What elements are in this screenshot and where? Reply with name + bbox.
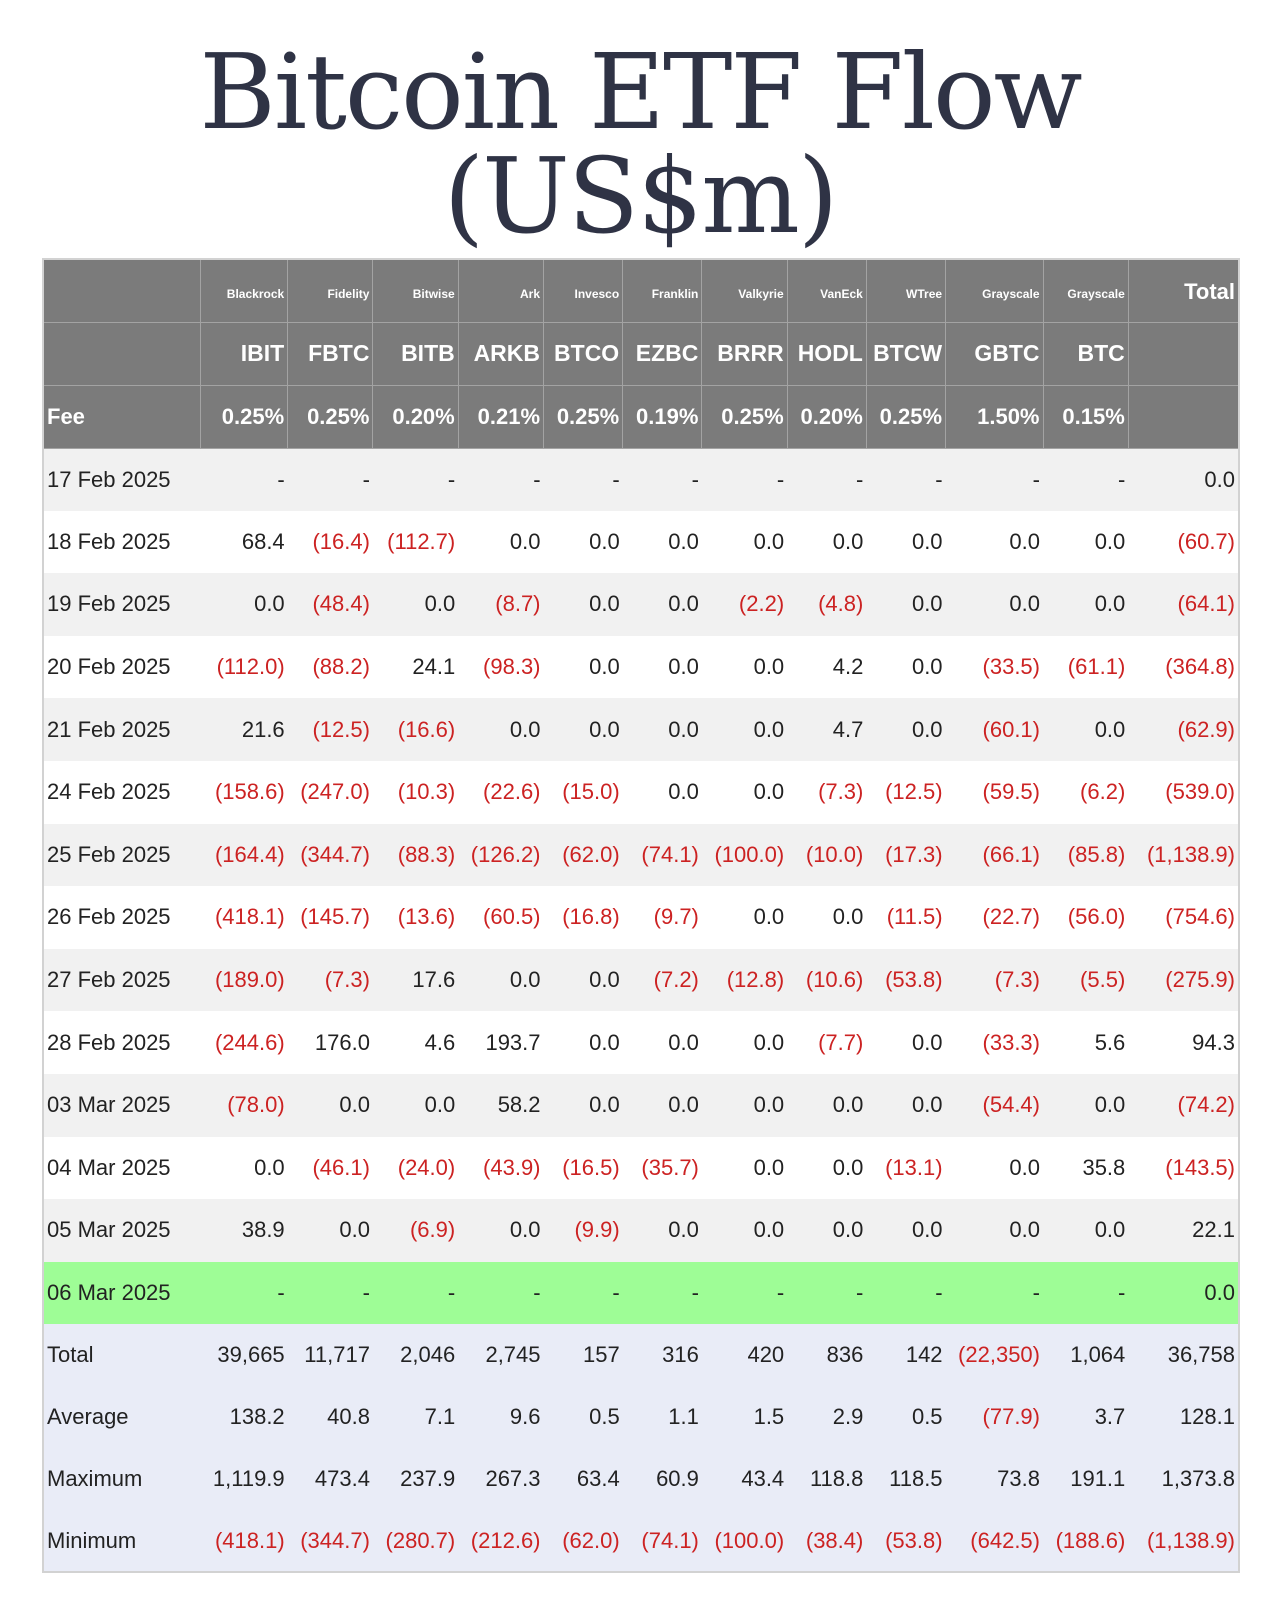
flow-cell: - xyxy=(1043,448,1128,511)
flow-cell: 0.0 xyxy=(544,949,623,1012)
summary-cell: (62.0) xyxy=(544,1510,623,1572)
summary-cell: 473.4 xyxy=(288,1448,373,1510)
flow-cell: 0.0 xyxy=(866,573,945,636)
ticker-header: BTCO xyxy=(544,322,623,385)
table-row xyxy=(43,1074,1239,1137)
flow-cell: 0.0 xyxy=(866,1011,945,1074)
flow-cell: (9.7) xyxy=(623,886,702,949)
summary-cell: 36,758 xyxy=(1128,1324,1239,1386)
row-date: 17 Feb 2025 xyxy=(43,448,200,511)
row-total-cell: 0.0 xyxy=(1128,1262,1239,1325)
summary-cell: 316 xyxy=(623,1324,702,1386)
flow-cell: 0.0 xyxy=(544,636,623,699)
flow-cell: (53.8) xyxy=(866,949,945,1012)
row-date: 28 Feb 2025 xyxy=(43,1011,200,1074)
summary-cell: 0.5 xyxy=(544,1386,623,1448)
flow-cell: (16.8) xyxy=(544,886,623,949)
flow-cell: 0.0 xyxy=(200,573,287,636)
table-row xyxy=(43,761,1239,824)
issuer-header: VanEck xyxy=(787,259,866,322)
flow-cell: (6.2) xyxy=(1043,761,1128,824)
ticker-header: FBTC xyxy=(288,322,373,385)
flow-cell: (48.4) xyxy=(288,573,373,636)
daily-flow-rows xyxy=(43,448,1239,1324)
flow-cell: 0.0 xyxy=(702,1011,787,1074)
table-row xyxy=(43,886,1239,949)
summary-cell: 7.1 xyxy=(373,1386,458,1448)
flow-cell: (22.7) xyxy=(946,886,1043,949)
issuer-header: WTree xyxy=(866,259,945,322)
row-total-cell: 0.0 xyxy=(1128,448,1239,511)
table-row xyxy=(43,1199,1239,1262)
flow-cell: 0.0 xyxy=(623,573,702,636)
summary-cell: 138.2 xyxy=(200,1386,287,1448)
summary-cell: 836 xyxy=(787,1324,866,1386)
summary-cell: 63.4 xyxy=(544,1448,623,1510)
flow-cell: - xyxy=(288,1262,373,1325)
flow-cell: 0.0 xyxy=(702,1074,787,1137)
summary-cell: 157 xyxy=(544,1324,623,1386)
flow-cell: (100.0) xyxy=(702,824,787,887)
summary-cell: 267.3 xyxy=(458,1448,543,1510)
flow-cell: 0.0 xyxy=(623,636,702,699)
flow-cell: (61.1) xyxy=(1043,636,1128,699)
summary-rows xyxy=(43,1324,1239,1572)
flow-cell: (78.0) xyxy=(200,1074,287,1137)
flow-cell: 0.0 xyxy=(787,511,866,574)
flow-cell: 0.0 xyxy=(373,1074,458,1137)
fee-value: 0.20% xyxy=(787,385,866,448)
flow-cell: (12.5) xyxy=(866,761,945,824)
summary-cell: 11,717 xyxy=(288,1324,373,1386)
summary-cell: 9.6 xyxy=(458,1386,543,1448)
flow-cell: (126.2) xyxy=(458,824,543,887)
issuer-header: Blackrock xyxy=(200,259,287,322)
summary-cell: 420 xyxy=(702,1324,787,1386)
flow-cell: 38.9 xyxy=(200,1199,287,1262)
flow-cell: 35.8 xyxy=(1043,1137,1128,1200)
flow-cell: (2.2) xyxy=(702,573,787,636)
table-row xyxy=(43,824,1239,887)
flow-cell: - xyxy=(373,1262,458,1325)
flow-cell: 0.0 xyxy=(458,949,543,1012)
issuer-header: Franklin xyxy=(623,259,702,322)
flow-cell: (10.6) xyxy=(787,949,866,1012)
flow-cell: (4.8) xyxy=(787,573,866,636)
flow-cell: (46.1) xyxy=(288,1137,373,1200)
row-date: 27 Feb 2025 xyxy=(43,949,200,1012)
flow-cell: 17.6 xyxy=(373,949,458,1012)
row-date: 04 Mar 2025 xyxy=(43,1137,200,1200)
flow-cell: - xyxy=(544,1262,623,1325)
flow-cell: (13.1) xyxy=(866,1137,945,1200)
flow-cell: 4.7 xyxy=(787,698,866,761)
flow-cell: (7.7) xyxy=(787,1011,866,1074)
flow-cell: (66.1) xyxy=(946,824,1043,887)
table-row xyxy=(43,573,1239,636)
issuer-header: Valkyrie xyxy=(702,259,787,322)
flow-cell: (22.6) xyxy=(458,761,543,824)
row-total-cell: (1,138.9) xyxy=(1128,824,1239,887)
ticker-header: BTCW xyxy=(866,322,945,385)
flow-cell: (158.6) xyxy=(200,761,287,824)
table-row-current xyxy=(43,1262,1239,1325)
flow-cell: - xyxy=(702,448,787,511)
summary-cell: (418.1) xyxy=(200,1510,287,1572)
flow-cell: 0.0 xyxy=(544,573,623,636)
ticker-header: BRRR xyxy=(702,322,787,385)
header-corner xyxy=(43,259,200,322)
flow-cell: 21.6 xyxy=(200,698,287,761)
table-row xyxy=(43,949,1239,1012)
summary-cell: (212.6) xyxy=(458,1510,543,1572)
row-date: 03 Mar 2025 xyxy=(43,1074,200,1137)
flow-cell: 0.0 xyxy=(458,511,543,574)
summary-cell: 142 xyxy=(866,1324,945,1386)
row-total-cell: (74.2) xyxy=(1128,1074,1239,1137)
flow-cell: 0.0 xyxy=(946,573,1043,636)
row-date: 18 Feb 2025 xyxy=(43,511,200,574)
summary-label: Maximum xyxy=(43,1448,200,1510)
summary-cell: 1.5 xyxy=(702,1386,787,1448)
summary-label: Minimum xyxy=(43,1510,200,1572)
flow-cell: 24.1 xyxy=(373,636,458,699)
flow-cell: 0.0 xyxy=(623,1074,702,1137)
flow-cell: (10.0) xyxy=(787,824,866,887)
flow-cell: (35.7) xyxy=(623,1137,702,1200)
flow-cell: 0.0 xyxy=(1043,573,1128,636)
flow-cell: (112.0) xyxy=(200,636,287,699)
summary-cell: 43.4 xyxy=(702,1448,787,1510)
row-date: 26 Feb 2025 xyxy=(43,886,200,949)
summary-cell: (22,350) xyxy=(946,1324,1043,1386)
flow-cell: 0.0 xyxy=(623,1199,702,1262)
issuer-header: Ark xyxy=(458,259,543,322)
flow-cell: 0.0 xyxy=(702,1137,787,1200)
fee-value: 0.20% xyxy=(373,385,458,448)
ticker-header: EZBC xyxy=(623,322,702,385)
summary-cell: (188.6) xyxy=(1043,1510,1128,1572)
row-total-cell: (275.9) xyxy=(1128,949,1239,1012)
flow-cell: 0.0 xyxy=(946,1199,1043,1262)
summary-label: Average xyxy=(43,1386,200,1448)
flow-cell: - xyxy=(623,448,702,511)
table-row xyxy=(43,698,1239,761)
flow-cell: - xyxy=(946,448,1043,511)
flow-cell: (98.3) xyxy=(458,636,543,699)
flow-cell: - xyxy=(866,448,945,511)
flow-cell: - xyxy=(544,448,623,511)
flow-cell: (12.8) xyxy=(702,949,787,1012)
row-total-cell: 94.3 xyxy=(1128,1011,1239,1074)
flow-cell: (43.9) xyxy=(458,1137,543,1200)
flow-cell: 68.4 xyxy=(200,511,287,574)
table-row xyxy=(43,1011,1239,1074)
issuer-header: Bitwise xyxy=(373,259,458,322)
flow-cell: (60.1) xyxy=(946,698,1043,761)
flow-cell: (56.0) xyxy=(1043,886,1128,949)
summary-row-maximum xyxy=(43,1448,1239,1510)
summary-row-minimum xyxy=(43,1510,1239,1572)
summary-label: Total xyxy=(43,1324,200,1386)
summary-cell: 40.8 xyxy=(288,1386,373,1448)
flow-cell: (62.0) xyxy=(544,824,623,887)
flow-cell: 0.0 xyxy=(702,761,787,824)
flow-cell: - xyxy=(200,1262,287,1325)
flow-cell: 0.0 xyxy=(373,573,458,636)
flow-cell: 0.0 xyxy=(544,1011,623,1074)
issuer-header: Fidelity xyxy=(288,259,373,322)
flow-cell: 0.0 xyxy=(702,511,787,574)
row-date: 19 Feb 2025 xyxy=(43,573,200,636)
flow-cell: 0.0 xyxy=(288,1074,373,1137)
flow-cell: (88.3) xyxy=(373,824,458,887)
row-date: 25 Feb 2025 xyxy=(43,824,200,887)
summary-row-total xyxy=(43,1324,1239,1386)
flow-cell: (8.7) xyxy=(458,573,543,636)
flow-cell: 0.0 xyxy=(866,636,945,699)
summary-cell: (74.1) xyxy=(623,1510,702,1572)
flow-cell: 5.6 xyxy=(1043,1011,1128,1074)
flow-cell: (247.0) xyxy=(288,761,373,824)
flow-cell: 0.0 xyxy=(1043,698,1128,761)
row-date: 24 Feb 2025 xyxy=(43,761,200,824)
header-blank xyxy=(1128,322,1239,385)
summary-cell: 1,064 xyxy=(1043,1324,1128,1386)
flow-cell: (13.6) xyxy=(373,886,458,949)
flow-cell: - xyxy=(946,1262,1043,1325)
flow-cell: 0.0 xyxy=(787,1074,866,1137)
flow-cell: (244.6) xyxy=(200,1011,287,1074)
flow-cell: 176.0 xyxy=(288,1011,373,1074)
fee-value: 0.25% xyxy=(702,385,787,448)
summary-cell: 0.5 xyxy=(866,1386,945,1448)
flow-cell: (16.5) xyxy=(544,1137,623,1200)
flow-cell: 0.0 xyxy=(866,1199,945,1262)
fee-header-row xyxy=(43,385,1239,448)
flow-cell: 0.0 xyxy=(866,698,945,761)
flow-cell: (6.9) xyxy=(373,1199,458,1262)
row-total-cell: (62.9) xyxy=(1128,698,1239,761)
flow-cell: 0.0 xyxy=(866,1074,945,1137)
flow-cell: - xyxy=(288,448,373,511)
flow-cell: (17.3) xyxy=(866,824,945,887)
ticker-header: BITB xyxy=(373,322,458,385)
fee-value: 0.25% xyxy=(544,385,623,448)
page-title: Bitcoin ETF Flow (US$m) xyxy=(199,31,1081,257)
ticker-header: HODL xyxy=(787,322,866,385)
summary-cell: 3.7 xyxy=(1043,1386,1128,1448)
flow-cell: 0.0 xyxy=(623,1011,702,1074)
summary-cell: 1,119.9 xyxy=(200,1448,287,1510)
flow-cell: - xyxy=(787,1262,866,1325)
flow-cell: 193.7 xyxy=(458,1011,543,1074)
flow-cell: 0.0 xyxy=(1043,1074,1128,1137)
flow-cell: 0.0 xyxy=(458,698,543,761)
summary-cell: 191.1 xyxy=(1043,1448,1128,1510)
ticker-header: IBIT xyxy=(200,322,287,385)
flow-cell: 0.0 xyxy=(288,1199,373,1262)
flow-cell: (12.5) xyxy=(288,698,373,761)
flow-cell: 0.0 xyxy=(787,886,866,949)
flow-cell: (88.2) xyxy=(288,636,373,699)
row-total-cell: (60.7) xyxy=(1128,511,1239,574)
flow-cell: 0.0 xyxy=(623,511,702,574)
flow-cell: - xyxy=(458,1262,543,1325)
flow-cell: (112.7) xyxy=(373,511,458,574)
fee-label: Fee xyxy=(43,385,200,448)
table-row xyxy=(43,636,1239,699)
row-total-cell: (143.5) xyxy=(1128,1137,1239,1200)
flow-cell: - xyxy=(702,1262,787,1325)
summary-cell: (100.0) xyxy=(702,1510,787,1572)
flow-cell: (15.0) xyxy=(544,761,623,824)
summary-cell: 2,046 xyxy=(373,1324,458,1386)
flow-cell: 58.2 xyxy=(458,1074,543,1137)
flow-cell: (10.3) xyxy=(373,761,458,824)
row-date: 20 Feb 2025 xyxy=(43,636,200,699)
summary-cell: 1.1 xyxy=(623,1386,702,1448)
issuer-header: Grayscale xyxy=(946,259,1043,322)
flow-cell: (11.5) xyxy=(866,886,945,949)
flow-cell: (7.3) xyxy=(288,949,373,1012)
row-total-cell: (754.6) xyxy=(1128,886,1239,949)
row-date: 21 Feb 2025 xyxy=(43,698,200,761)
table-row xyxy=(43,511,1239,574)
fee-value: 0.25% xyxy=(200,385,287,448)
flow-cell: 0.0 xyxy=(702,886,787,949)
flow-cell: (189.0) xyxy=(200,949,287,1012)
ticker-header-row xyxy=(43,322,1239,385)
row-total-cell: (64.1) xyxy=(1128,573,1239,636)
fee-value: 0.15% xyxy=(1043,385,1128,448)
row-date: 05 Mar 2025 xyxy=(43,1199,200,1262)
flow-cell: (33.3) xyxy=(946,1011,1043,1074)
flow-cell: (9.9) xyxy=(544,1199,623,1262)
summary-cell: 2,745 xyxy=(458,1324,543,1386)
flow-cell: 0.0 xyxy=(702,698,787,761)
flow-cell: 0.0 xyxy=(544,511,623,574)
flow-cell: (24.0) xyxy=(373,1137,458,1200)
header-blank xyxy=(1128,385,1239,448)
flow-cell: (16.6) xyxy=(373,698,458,761)
fee-value: 1.50% xyxy=(946,385,1043,448)
summary-cell: (53.8) xyxy=(866,1510,945,1572)
flow-cell: 0.0 xyxy=(544,698,623,761)
summary-cell: 128.1 xyxy=(1128,1386,1239,1448)
flow-cell: 0.0 xyxy=(1043,1199,1128,1262)
issuer-header: Grayscale xyxy=(1043,259,1128,322)
flow-cell: 0.0 xyxy=(787,1199,866,1262)
flow-cell: (164.4) xyxy=(200,824,287,887)
summary-cell: (344.7) xyxy=(288,1510,373,1572)
flow-cell: 0.0 xyxy=(458,1199,543,1262)
fee-value: 0.25% xyxy=(866,385,945,448)
fee-value: 0.19% xyxy=(623,385,702,448)
flow-cell: 0.0 xyxy=(623,698,702,761)
ticker-header: BTC xyxy=(1043,322,1128,385)
flow-cell: (85.8) xyxy=(1043,824,1128,887)
flow-cell: - xyxy=(458,448,543,511)
summary-cell: 73.8 xyxy=(946,1448,1043,1510)
table-row xyxy=(43,1137,1239,1200)
summary-cell: 2.9 xyxy=(787,1386,866,1448)
flow-cell: - xyxy=(373,448,458,511)
table-row xyxy=(43,448,1239,511)
summary-cell: (38.4) xyxy=(787,1510,866,1572)
summary-cell: (1,138.9) xyxy=(1128,1510,1239,1572)
flow-cell: (5.5) xyxy=(1043,949,1128,1012)
flow-cell: 0.0 xyxy=(946,511,1043,574)
flow-cell: - xyxy=(787,448,866,511)
total-column-header: Total xyxy=(1128,259,1239,322)
flow-cell: 0.0 xyxy=(544,1074,623,1137)
flow-cell: (7.3) xyxy=(787,761,866,824)
flow-cell: 0.0 xyxy=(787,1137,866,1200)
row-total-cell: (364.8) xyxy=(1128,636,1239,699)
flow-cell: 0.0 xyxy=(702,636,787,699)
flow-cell: (33.5) xyxy=(946,636,1043,699)
summary-cell: 39,665 xyxy=(200,1324,287,1386)
etf-flow-table xyxy=(42,258,1240,1573)
flow-cell: 0.0 xyxy=(946,1137,1043,1200)
fee-value: 0.21% xyxy=(458,385,543,448)
issuer-header-row xyxy=(43,259,1239,322)
summary-cell: 118.8 xyxy=(787,1448,866,1510)
fee-value: 0.25% xyxy=(288,385,373,448)
flow-cell: (74.1) xyxy=(623,824,702,887)
summary-row-average xyxy=(43,1386,1239,1448)
flow-cell: 4.6 xyxy=(373,1011,458,1074)
summary-cell: 118.5 xyxy=(866,1448,945,1510)
summary-cell: 237.9 xyxy=(373,1448,458,1510)
flow-cell: (16.4) xyxy=(288,511,373,574)
flow-cell: 0.0 xyxy=(1043,511,1128,574)
flow-cell: (7.2) xyxy=(623,949,702,1012)
summary-cell: (77.9) xyxy=(946,1386,1043,1448)
flow-cell: - xyxy=(866,1262,945,1325)
flow-cell: (59.5) xyxy=(946,761,1043,824)
flow-cell: - xyxy=(200,448,287,511)
flow-cell: 0.0 xyxy=(200,1137,287,1200)
flow-cell: (418.1) xyxy=(200,886,287,949)
flow-cell: - xyxy=(1043,1262,1128,1325)
row-date: 06 Mar 2025 xyxy=(43,1262,200,1325)
flow-cell: - xyxy=(623,1262,702,1325)
flow-cell: (54.4) xyxy=(946,1074,1043,1137)
flow-cell: 4.2 xyxy=(787,636,866,699)
flow-cell: (145.7) xyxy=(288,886,373,949)
summary-cell: 60.9 xyxy=(623,1448,702,1510)
flow-cell: (344.7) xyxy=(288,824,373,887)
summary-cell: (642.5) xyxy=(946,1510,1043,1572)
row-total-cell: 22.1 xyxy=(1128,1199,1239,1262)
flow-cell: (7.3) xyxy=(946,949,1043,1012)
issuer-header: Invesco xyxy=(544,259,623,322)
flow-cell: 0.0 xyxy=(866,511,945,574)
ticker-header: GBTC xyxy=(946,322,1043,385)
summary-cell: (280.7) xyxy=(373,1510,458,1572)
flow-cell: (60.5) xyxy=(458,886,543,949)
ticker-header: ARKB xyxy=(458,322,543,385)
flow-cell: 0.0 xyxy=(623,761,702,824)
row-total-cell: (539.0) xyxy=(1128,761,1239,824)
header-corner xyxy=(43,322,200,385)
summary-cell: 1,373.8 xyxy=(1128,1448,1239,1510)
flow-cell: 0.0 xyxy=(702,1199,787,1262)
